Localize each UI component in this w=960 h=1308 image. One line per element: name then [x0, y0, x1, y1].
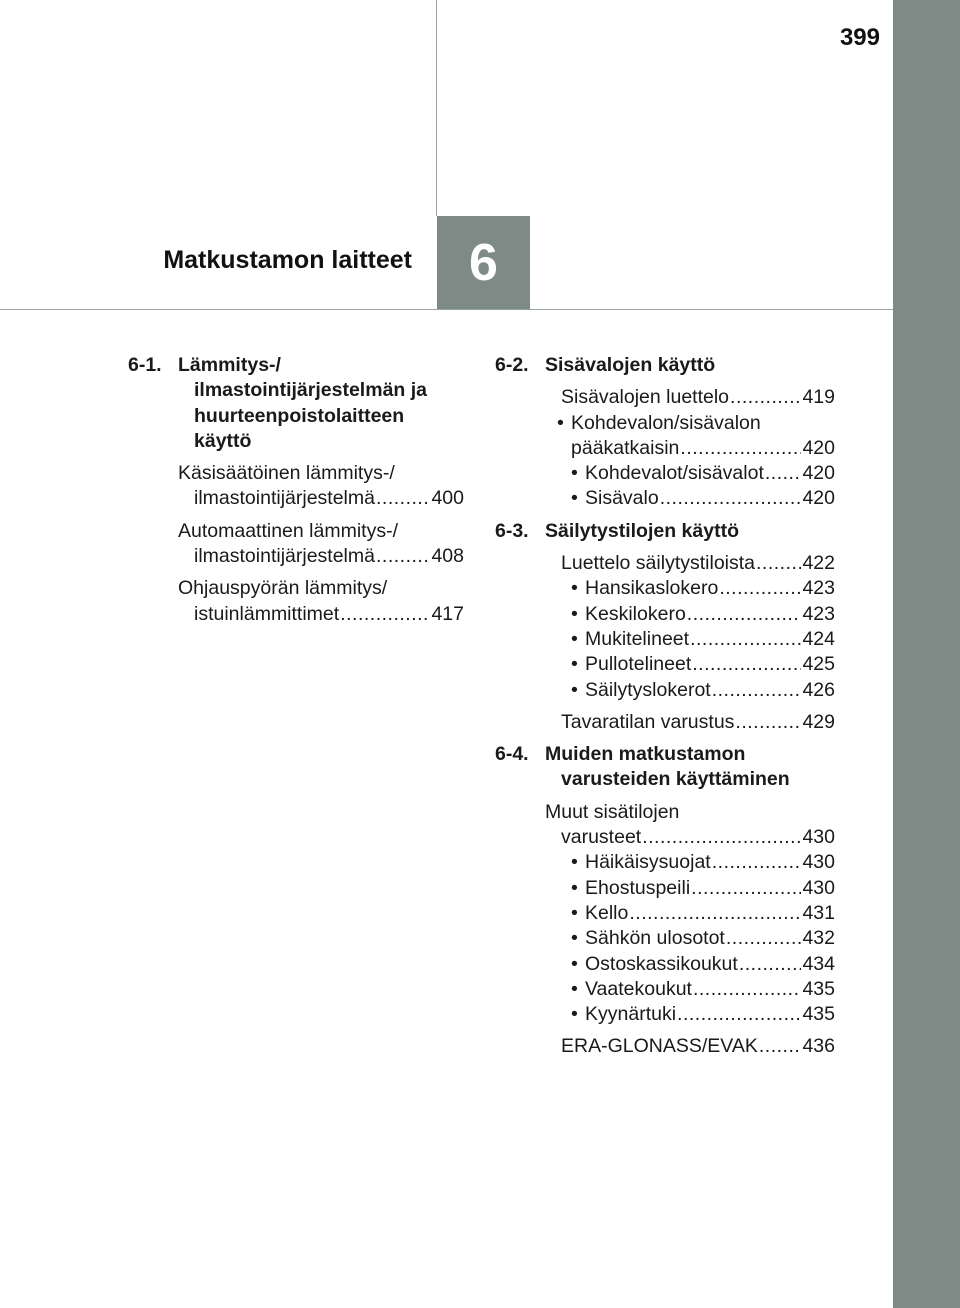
page-ref: 419 — [802, 386, 835, 409]
toc-leader-line — [571, 876, 835, 901]
toc-subentry[interactable] — [557, 461, 835, 486]
toc-entry[interactable] — [545, 800, 835, 1028]
toc-entry[interactable] — [178, 519, 464, 570]
toc-leader-line — [194, 602, 464, 627]
toc-subentry[interactable] — [557, 926, 835, 951]
bullet-icon: • — [571, 851, 578, 874]
page-ref: 408 — [431, 545, 464, 568]
page-ref: 434 — [802, 952, 835, 975]
dot-leader — [759, 1034, 802, 1059]
toc-subentry[interactable] — [557, 678, 835, 703]
toc-leader-line — [571, 461, 835, 486]
page-ref: 435 — [802, 977, 835, 1000]
toc-leader-line — [571, 652, 835, 677]
toc-entry[interactable] — [178, 461, 464, 512]
entry-body — [545, 551, 835, 576]
toc-leader-line — [561, 385, 835, 410]
entry-text: Sisävalo — [585, 487, 659, 510]
page-ref: 430 — [802, 851, 835, 874]
entry-text: ERA-GLONASS/EVAK — [561, 1035, 758, 1058]
dot-leader — [719, 576, 801, 601]
toc-subentry[interactable] — [557, 627, 835, 652]
toc-entry[interactable] — [545, 710, 835, 735]
entry-prefix: Käsisäätöinen lämmitys-/ — [178, 462, 395, 485]
entry-text: Mukitelineet — [585, 627, 690, 650]
dot-leader — [376, 486, 430, 511]
bullet-icon: • — [571, 678, 578, 701]
page-ref: 420 — [802, 436, 835, 459]
page-ref: 422 — [802, 552, 835, 575]
bullet-icon: • — [571, 927, 578, 950]
dot-leader — [629, 901, 801, 926]
toc-entry[interactable] — [545, 1034, 835, 1059]
bullet-icon: • — [571, 876, 578, 899]
entry-text: Vaatekoukut — [585, 977, 692, 1000]
bullet-icon: • — [571, 1003, 578, 1026]
toc-subentry[interactable] — [557, 411, 835, 462]
bullet-icon: • — [571, 462, 578, 485]
chapter-number-box — [437, 216, 530, 309]
dot-leader — [693, 977, 801, 1002]
bullet-icon: • — [571, 901, 578, 924]
page-ref: 432 — [802, 927, 835, 950]
page-ref: 436 — [802, 1035, 835, 1058]
chapter-side-tab — [893, 0, 960, 1308]
toc-section — [495, 353, 835, 512]
dot-leader — [765, 461, 802, 486]
dot-leader — [660, 486, 802, 511]
toc-entry[interactable] — [545, 385, 835, 511]
toc-section — [495, 519, 835, 735]
bullet-icon: • — [571, 487, 578, 510]
entry-text: Tavaratilan varustus — [561, 710, 735, 733]
toc-leader-line — [561, 1034, 835, 1059]
entry-text: varusteet — [561, 826, 642, 849]
page-ref: 430 — [802, 826, 835, 849]
page-ref: 430 — [802, 876, 835, 899]
toc-leader-line — [571, 486, 835, 511]
entry-prefix: Automaattinen lämmitys-/ — [178, 519, 398, 542]
dot-leader — [739, 952, 802, 977]
entry-text: Kyynärtuki — [585, 1003, 677, 1026]
toc-subentry[interactable] — [557, 576, 835, 601]
toc-entry[interactable] — [545, 551, 835, 703]
section-heading — [128, 353, 464, 454]
page-ref: 429 — [802, 710, 835, 733]
dot-leader — [712, 678, 802, 703]
vertical-rule — [436, 0, 437, 216]
toc-section — [128, 353, 464, 627]
page-ref: 423 — [802, 602, 835, 625]
entry-body — [178, 519, 464, 570]
toc-subentry[interactable] — [557, 977, 835, 1002]
toc-subentry[interactable] — [557, 602, 835, 627]
entry-text: Häikäisysuojat — [585, 851, 711, 874]
entry-text: Sähkön ulosotot — [585, 927, 725, 950]
toc-subentry[interactable] — [557, 652, 835, 677]
toc-leader-line — [194, 486, 464, 511]
dot-leader — [735, 710, 801, 735]
dot-leader — [691, 876, 801, 901]
entry-text: Ehostuspeili — [585, 876, 691, 899]
entry-body — [545, 800, 835, 851]
entry-text: Luettelo säilytystiloista — [561, 552, 756, 575]
section-number: 6-4. — [495, 743, 529, 766]
chapter-title: Matkustamon laitteet — [163, 246, 412, 274]
section-heading — [495, 519, 835, 544]
toc-leader-line — [571, 576, 835, 601]
bullet-icon: • — [571, 627, 578, 650]
toc-subentry[interactable] — [557, 1002, 835, 1027]
toc-subentry[interactable] — [557, 486, 835, 511]
toc-subentry[interactable] — [557, 952, 835, 977]
entry-prefix: Ohjauspyörän lämmitys/ — [178, 577, 388, 600]
bullet-icon: • — [571, 577, 578, 600]
subentry-prefix: Kohdevalon/sisävalon — [571, 411, 761, 434]
page-number: 399 — [839, 24, 880, 51]
dot-leader — [642, 825, 801, 850]
toc-leader-line — [571, 952, 835, 977]
section-title: Lämmitys-/ ilmastointijärjestelmän ja huurteenpoistolaitteen käyttö — [178, 354, 428, 452]
dot-leader — [756, 551, 801, 576]
section-title: Muiden matkustamon varusteiden käyttäminen — [545, 743, 790, 791]
dot-leader — [730, 385, 801, 410]
page-ref: 426 — [802, 678, 835, 701]
entry-text: Hansikaslokero — [585, 577, 719, 600]
entry-text: istuinlämmittimet — [194, 602, 340, 625]
dot-leader — [726, 926, 802, 951]
toc-leader-line — [571, 436, 835, 461]
bullet-icon: • — [571, 977, 578, 1000]
dot-leader — [712, 850, 802, 875]
entry-text: pääkatkaisin — [571, 436, 680, 459]
section-number: 6-3. — [495, 519, 529, 542]
page-ref: 423 — [802, 577, 835, 600]
page-ref: 420 — [802, 462, 835, 485]
section-heading — [495, 742, 835, 793]
entry-text: Keskilokero — [585, 602, 686, 625]
dot-leader — [687, 602, 802, 627]
chapter-number: 6 — [469, 233, 498, 292]
entry-text: ilmastointijärjestelmä — [194, 487, 375, 510]
page-ref: 420 — [802, 487, 835, 510]
toc-leader-line — [561, 551, 835, 576]
entry-text: Säilytyslokerot — [585, 678, 711, 701]
toc-leader-line — [571, 678, 835, 703]
bullet-icon: • — [571, 653, 578, 676]
section-title: Sisävalojen käyttö — [545, 354, 716, 376]
section-title: Säilytystilojen käyttö — [545, 519, 739, 542]
dot-leader — [680, 436, 801, 461]
toc-leader-line — [571, 977, 835, 1002]
dot-leader — [340, 602, 430, 627]
entry-text: Sisävalojen luettelo — [561, 386, 730, 409]
toc-entry[interactable] — [178, 576, 464, 627]
horizontal-rule — [0, 309, 893, 310]
toc-subentry[interactable] — [557, 850, 835, 875]
toc-leader-line — [571, 627, 835, 652]
dot-leader — [690, 627, 801, 652]
page-ref: 431 — [802, 901, 835, 924]
toc-subentry[interactable] — [557, 876, 835, 901]
entry-body — [545, 385, 835, 410]
page-ref: 424 — [802, 627, 835, 650]
bullet-icon: • — [557, 411, 564, 434]
toc-leader-line — [571, 926, 835, 951]
toc-leader-line — [194, 544, 464, 569]
dot-leader — [677, 1002, 801, 1027]
bullet-icon: • — [571, 952, 578, 975]
toc-leader-line — [561, 710, 835, 735]
entry-body — [178, 461, 464, 512]
bullet-icon: • — [571, 602, 578, 625]
entry-prefix: Muut sisätilojen — [545, 800, 680, 823]
entry-text: Ostoskassikoukut — [585, 952, 738, 975]
entry-body — [545, 710, 835, 735]
toc-subentry[interactable] — [557, 901, 835, 926]
page-ref: 400 — [431, 487, 464, 510]
section-number: 6-2. — [495, 354, 529, 376]
toc-leader-line — [571, 1002, 835, 1027]
toc-left-column — [128, 353, 464, 634]
entry-body — [545, 1034, 835, 1059]
section-number: 6-1. — [128, 354, 162, 376]
entry-text: Pullotelineet — [585, 653, 692, 676]
page-ref: 425 — [802, 653, 835, 676]
toc-leader-line — [571, 850, 835, 875]
entry-body — [178, 576, 464, 627]
dot-leader — [376, 544, 430, 569]
subentry-prefix-line — [557, 411, 835, 436]
toc-leader-line — [561, 825, 835, 850]
page-ref: 435 — [802, 1003, 835, 1026]
page-ref: 417 — [431, 602, 464, 625]
toc-leader-line — [571, 901, 835, 926]
toc-section — [495, 742, 835, 1060]
entry-text: Kello — [585, 901, 629, 924]
section-heading — [495, 353, 835, 378]
entry-text: Kohdevalot/sisävalot — [585, 462, 764, 485]
toc-leader-line — [571, 602, 835, 627]
toc-right-column — [495, 353, 835, 1067]
dot-leader — [692, 652, 801, 677]
entry-text: ilmastointijärjestelmä — [194, 545, 375, 568]
